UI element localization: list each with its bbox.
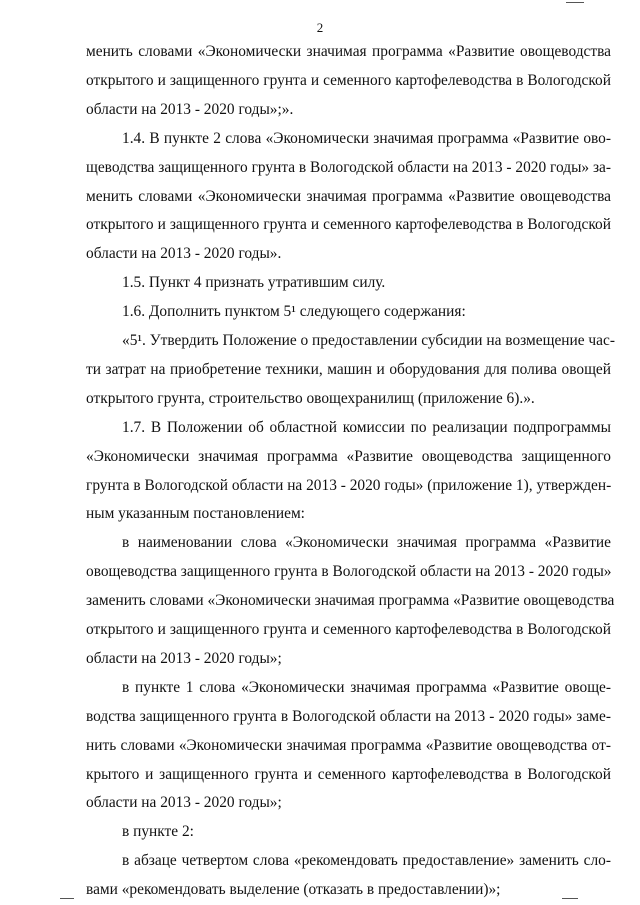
text-line: менить словами «Экономически значимая программа «Развитие овощеводства: [86, 43, 611, 60]
page-number: 2: [316, 20, 324, 35]
paragraph-first-line: 1.7. В Положении об областной комиссии по реализации подпрограммы: [122, 418, 611, 436]
scan-edge-mark-top-right: [566, 2, 584, 3]
text-line: открытого и защищенного грунта и семенного картофелеводства в Вологодской: [86, 71, 611, 89]
text-line: области на 2013 - 2020 годы».: [86, 245, 282, 263]
paragraph-first-line: в наименовании слова «Экономически значимая программа «Развитие: [122, 534, 611, 552]
scan-edge-mark-bottom-right: [562, 898, 578, 899]
text-line: ным указанным постановлением:: [86, 505, 305, 523]
scan-edge-mark-bottom-left: [60, 898, 74, 899]
text-line: области на 2013 - 2020 годы»;: [86, 649, 282, 667]
text-line: грунта в Вологодской области на 2013 - 2020 годы» (приложение 1), утвержден-: [86, 476, 612, 494]
paragraph-first-line: в пункте 2:: [122, 823, 194, 841]
text-line: щеводства защищенного грунта в Вологодской области на 2013 - 2020 годы» за-: [86, 158, 611, 176]
text-line: крытого и защищенного грунта и семенного картофелеводства в Вологодской: [86, 765, 611, 783]
text-line: нить словами «Экономически значимая программа «Развитие овощеводства от-: [86, 736, 611, 754]
text-line: области на 2013 - 2020 годы»;».: [86, 100, 294, 118]
paragraph-first-line: в пункте 1 слова «Экономически значимая программа «Развитие овоще-: [122, 678, 611, 696]
paragraph-first-line: 1.5. Пункт 4 признать утратившим силу.: [122, 274, 386, 292]
paragraph-first-line: 1.6. Дополнить пунктом 5¹ следующего содержания:: [122, 303, 466, 321]
text-line: области на 2013 - 2020 годы»;: [86, 794, 282, 812]
text-line: открытого грунта, строительство овощехранилищ (приложение 6).».: [86, 389, 535, 407]
text-line: открытого и защищенного грунта и семенного картофелеводства в Вологодской: [86, 621, 611, 638]
text-line: открытого и защищенного грунта и семенного картофелеводства в Вологодской: [86, 216, 611, 234]
text-line: заменить словами «Экономически значимая программа «Развитие овощеводства: [86, 592, 615, 610]
text-line: водства защищенного грунта в Вологодской области на 2013 - 2020 годы» заме-: [86, 707, 611, 725]
paragraph-first-line: в абзаце четвертом слова «рекомендовать предоставление» заменить сло-: [122, 852, 611, 870]
paragraph-first-line: «5¹. Утвердить Положение о предоставлении субсидии на возмещение час-: [122, 332, 615, 349]
text-line: вами «рекомендовать выделение (отказать в предоставлении)»;: [86, 881, 501, 899]
text-line: овощеводства защищенного грунта в Вологодской области на 2013 - 2020 годы»: [86, 563, 612, 581]
paragraph-first-line: 1.4. В пункте 2 слова «Экономически значимая программа «Развитие ово-: [122, 129, 611, 147]
text-line: ти затрат на приобретение техники, машин и оборудования для полива овощей: [86, 360, 611, 378]
text-line: менить словами «Экономически значимая программа «Развитие овощеводства: [86, 187, 611, 205]
text-line: «Экономически значимая программа «Развитие овощеводства защищенного: [86, 447, 611, 465]
